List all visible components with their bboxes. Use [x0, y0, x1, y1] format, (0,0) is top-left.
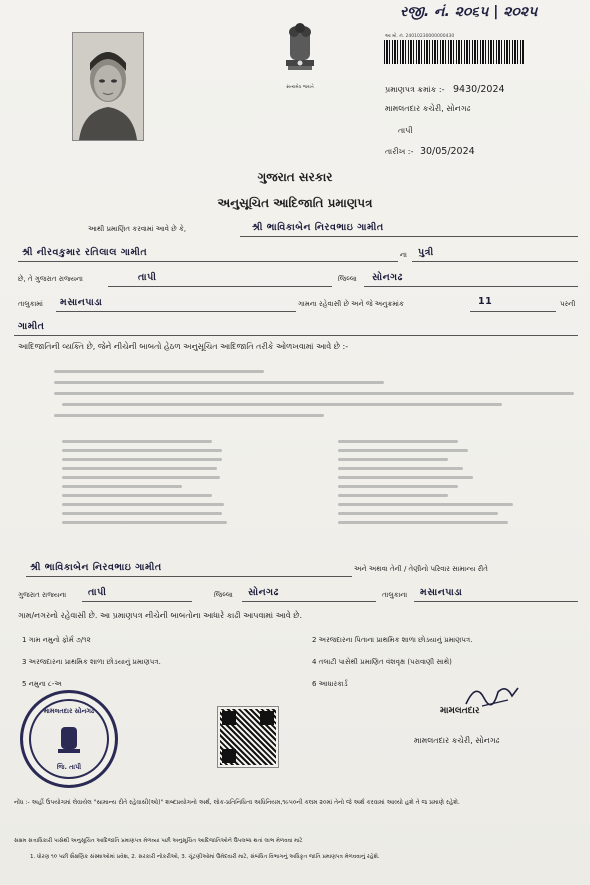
serial-number: 11: [478, 296, 493, 307]
portrait-image: [73, 33, 143, 140]
state-value: તાપી: [138, 272, 157, 283]
certificate-number-label: પ્રમાણપત્ર ક્રમાંક :-: [385, 85, 445, 94]
document-item-5: 5 નમુના ૮-અ: [22, 680, 62, 688]
section2-taluka-value: મસાનપાડા: [420, 587, 463, 598]
district-value: સોનગઢ: [372, 272, 403, 283]
footer-line-2: સક્ષમ સત્તાધિકારી પાસેથી અનુસૂચિત આદિજાતિ પ્રમાણપત્ર મેળવ્યા પછી અનુસૂચિત આદિજાતિઓને ઉપલબ્ધ થતાં લાભ મેળવવા માટે: [14, 838, 303, 844]
intro-text: આથી પ્રમાણિત કરવામાં આવે છે કે,: [88, 225, 187, 233]
section2-state-value: તાપી: [88, 587, 107, 598]
serial-suffix: પરની: [560, 300, 576, 308]
document-item-1: 1 ગામ નમુનો ફોર્મ ૭/૧૨: [22, 636, 91, 644]
section2-taluka-label: તાલુકાના: [382, 591, 408, 599]
barcode: [384, 40, 524, 64]
residence-text: ગામના રહેવાસી છે અને જે અનુક્રમાંક: [298, 300, 404, 308]
relation: પુત્રી: [418, 247, 434, 258]
tribe-name: ગામીત: [18, 321, 45, 332]
issuing-district: તાપી: [398, 126, 413, 135]
tribe-description: આદિજાતિની વ્યક્તિ છે, જેને નીચેની બાબતો હેઠળ અનુસૂચિત આદિજાતિ તરીકે ઓળખવામાં આવે છે :-: [18, 342, 349, 351]
basis-text: ગામ/નગરનો રહેવાસી છે. આ પ્રમાણપત્ર નીચેની બાબતોના આધારે કાઢી આપવામાં આવે છે.: [18, 611, 303, 620]
state-title: ગુજરાત સરકાર: [257, 170, 333, 184]
state-label: છે, તે ગુજરાત રાજ્યના: [18, 275, 83, 283]
seal-text-top: મામલતદાર સોનગઢ: [43, 707, 95, 715]
issue-date: 30/05/2024: [419, 146, 475, 157]
father-name: શ્રી નીરવકુમાર રતિલાલ ગામીત: [22, 247, 148, 258]
signatory-title: મામલતદાર: [440, 706, 480, 716]
person-name: શ્રી ભાવિકાબેન નિરવભાઇ ગામીત: [252, 222, 384, 233]
certificate-title: અનુસૂચિત આદિજાતિ પ્રમાણપત્ર: [217, 196, 373, 210]
national-emblem-icon: [276, 18, 324, 88]
footer-line-3: 1. ધોરણ ૧૦ પછી શૈક્ષણિક સંસ્થાઓમાં પ્રવેશ, 2. સરકારી નોકરીઓ, 3. ચૂંટણીઓમાં ઉમેદવારી માટે, સંબંધિત વિભાગનું અધિકૃત જાતિ પ્રમાણપત્ર મેળવવાનું રહેશે.: [30, 854, 380, 860]
applicant-photo: [72, 32, 144, 141]
handwritten-registration-number: રજી. નં. ૨૦૬૫ | ૨૦૨૫: [400, 4, 538, 20]
relation-label: ના: [400, 251, 407, 259]
seal-emblem-icon: [53, 723, 85, 759]
issue-date-row: [385, 146, 475, 157]
seal-text-bottom: જિ. તાપી: [56, 763, 82, 771]
section2-district-value: સોનગઢ: [248, 587, 279, 598]
signatory-office: મામલતદાર કચેરી, સોનગઢ: [414, 736, 500, 745]
taluka-label: તાલુકામાં: [18, 300, 43, 308]
document-item-2: 2 અરજદારના પિતાના પ્રાથમિક શાળા છોડયાનું પ્રમાણપત્ર.: [312, 636, 473, 644]
section2-state-label: ગુજરાત રાજ્યના: [18, 591, 67, 599]
footer-note: નોંધ :- અહીં ઉપયોગમાં લેવાયેલ "સામાન્ય રીતે રહેવાસી(ઓ)" શબ્દપ્રયોગનો અર્થ, લોક-પ્રતિનિધિત્વ અધિનિયમ,૧૯૫૦ની કલમ ૨૦માં તેનો જે અર્થ કરવામાં આવ્યો હશે તે જ પ્રમાણે રહેશે.: [14, 799, 460, 806]
section2-district-label: જિલ્લા: [214, 591, 233, 599]
document-item-6: 6 આધારકાર્ડ: [312, 680, 348, 688]
section2-person-name: શ્રી ભાવિકાબેન નિરવભાઇ ગામીત: [30, 562, 162, 573]
emblem-caption: સત્યમેવ જયતે: [286, 85, 314, 90]
barcode-caption: આ મો. નં. 24010230000000430: [385, 34, 455, 39]
document-item-3: 3 અરજદારના પ્રાથમિક શાળા છોડયાનું પ્રમાણપત્ર.: [22, 658, 161, 666]
certificate-number-row: [385, 84, 505, 95]
official-seal: [20, 690, 118, 788]
district-label: જિલ્લા: [338, 275, 357, 283]
issuing-office: મામલતદાર કચેરી, સોનગઢ: [385, 104, 471, 113]
document-item-4: 4 તલાટી પાસેથી પ્રમાણિત વંશવૃક્ષ (પરાવાણી સાથે): [312, 658, 452, 666]
certificate-number: 9430/2024: [453, 84, 505, 95]
issue-date-label: તારીખ :-: [385, 147, 414, 156]
family-text: અને અથવા તેની / તેણીનો પરિવાર સામાન્ય રીતે: [354, 565, 488, 573]
qr-code: [218, 707, 278, 767]
taluka-value: મસાનપાડા: [60, 297, 103, 308]
